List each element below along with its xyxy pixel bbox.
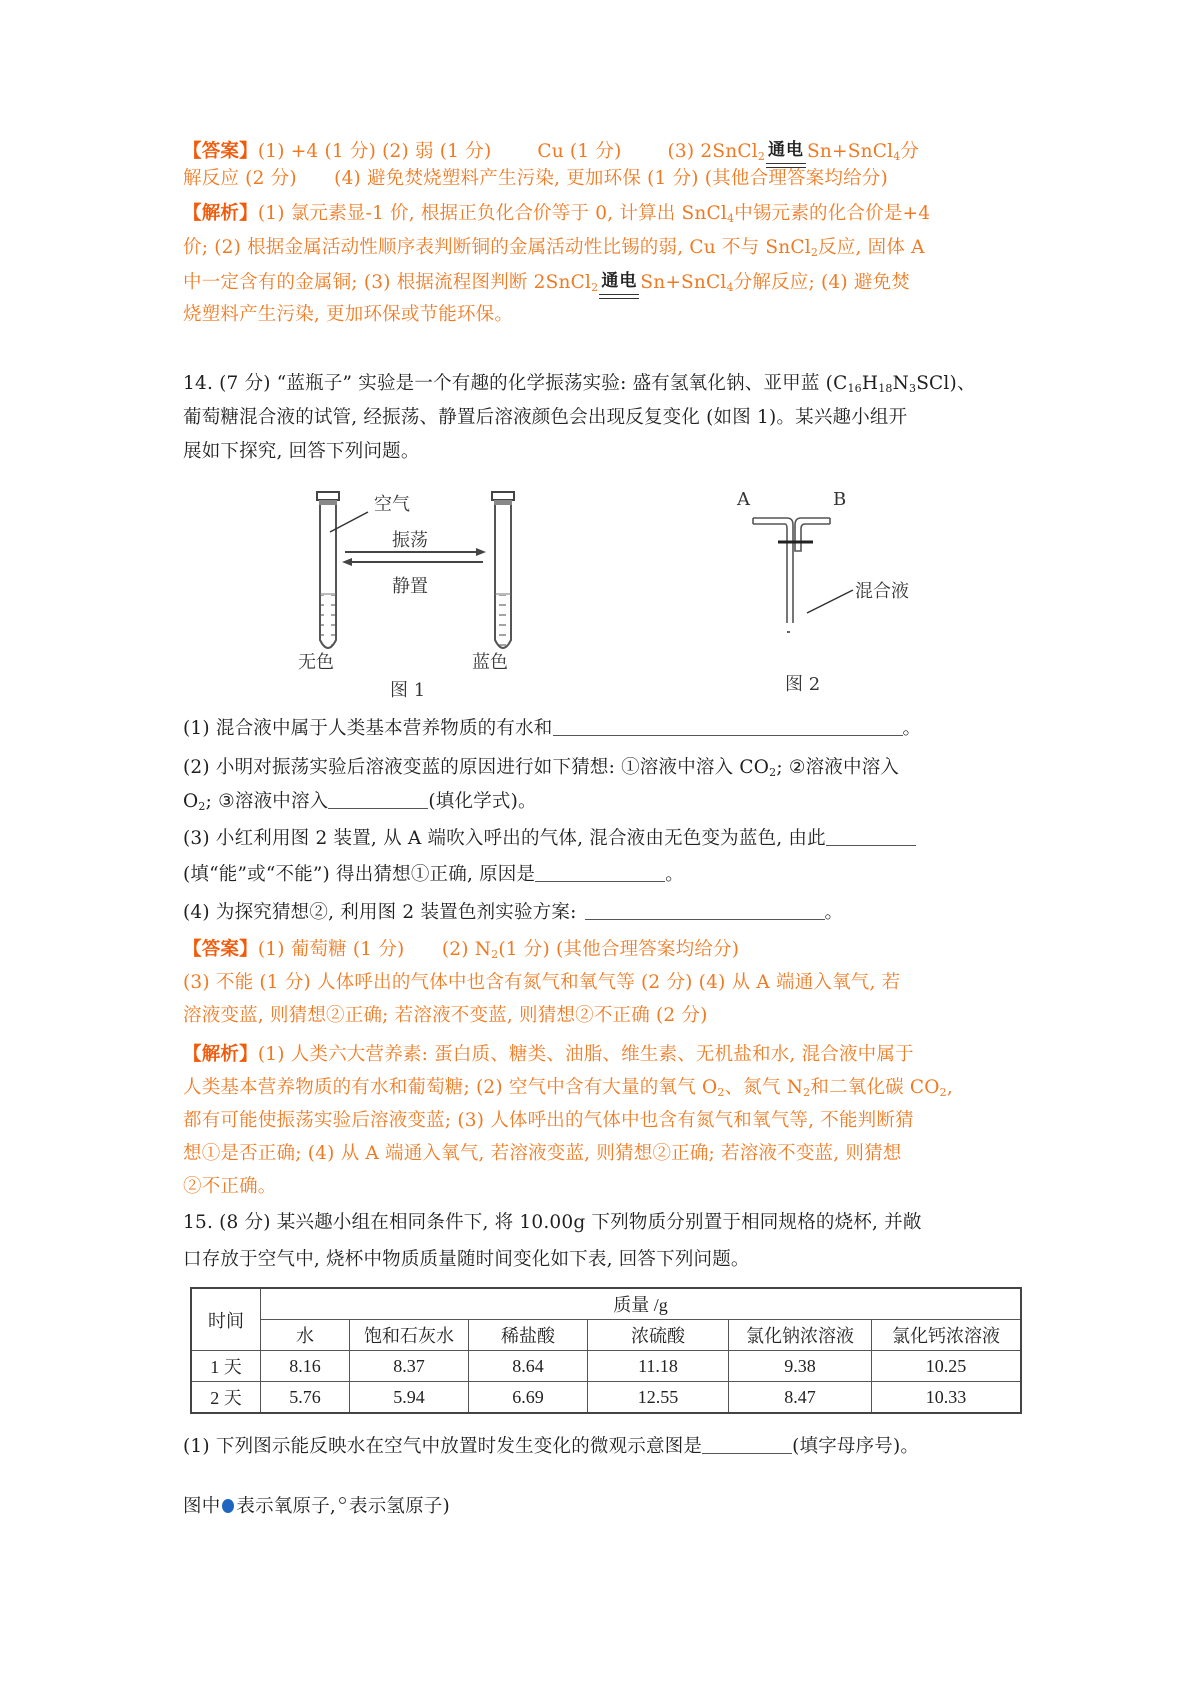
label-mixture: 混合液 — [855, 581, 909, 602]
header-time: 时间 — [191, 1288, 261, 1351]
label-air: 空气 — [374, 494, 410, 515]
table-cell: 8.64 — [469, 1351, 588, 1382]
label-end-b: B — [833, 489, 847, 510]
q14-answer-line-1: 【答案】(1) 葡萄糖 (1 分) (2) $N_2(1$ 分) (其他合理答案均给分) — [183, 939, 740, 961]
table-column-row — [191, 1320, 1021, 1351]
column-header: 水 — [261, 1320, 350, 1351]
label-shake: 振荡 — [392, 530, 428, 551]
mass-table — [190, 1287, 1022, 1414]
q14-stem-line-1: 14. (7 分) “蓝瓶子” 实验是一个有趣的化学振荡实验: 盛有氢氧化钠、亚甲蓝 $(C_{16}H_{18}N_3SCl)$、 — [183, 373, 976, 395]
q14-sub2-line-2: $O_2$; ③溶液中溶入 (填化学式)。 — [183, 791, 537, 813]
label-stand: 静置 — [392, 576, 428, 597]
answer-blank[interactable] — [826, 827, 916, 846]
answer-tag: 【答案】 — [183, 141, 258, 162]
mixture-pointer-line — [807, 590, 853, 613]
test-tube-left — [317, 492, 339, 648]
answer-blank[interactable] — [553, 717, 903, 736]
table-cell: 5.76 — [261, 1382, 350, 1414]
header-mass: 质量 /g — [261, 1288, 1022, 1320]
column-header: 氯化钙浓溶液 — [872, 1320, 1022, 1351]
column-header: 稀盐酸 — [469, 1320, 588, 1351]
table-cell: 5.94 — [350, 1382, 469, 1414]
label-blue: 蓝色 — [472, 652, 508, 673]
label-end-a: A — [737, 489, 750, 510]
table-cell: 8.37 — [350, 1351, 469, 1382]
table-cell: 12.55 — [588, 1382, 729, 1414]
q13-answer-line-1: 【答案】(1) +4 (1 分) (2) 弱 (1 分) Cu (1 分) (3) 2SnCl$_2$ 通电 Sn+SnCl$_4$分 — [183, 135, 919, 167]
q14-stem-line-3: 展如下探究, 回答下列问题。 — [183, 441, 420, 462]
q13-analysis-line-1: 【解析】(1) 氯元素显-1 价, 根据正负化合价等于 0, 计算出 SnCl$_4$中锡元素的化合价是+4 — [183, 203, 931, 225]
q14-stem-line-2: 葡萄糖混合液的试管, 经振荡、静置后溶液颜色会出现反复变化 (如图 1)。某兴趣小组开 — [183, 407, 908, 428]
q14-answer-line-2: (3) 不能 (1 分) 人体呼出的气体中也含有氮气和氧气等 (2 分) (4) 从 A 端通入氧气, 若 — [183, 972, 901, 993]
q14-sub2-line-1: (2) 小明对振荡实验后溶液变蓝的原因进行如下猜想: ①溶液中溶入 $CO_2$; ②溶液中溶入 — [183, 757, 900, 779]
table-cell: 11.18 — [588, 1351, 729, 1382]
column-header: 浓硫酸 — [588, 1320, 729, 1351]
table-row — [191, 1382, 1021, 1414]
q14-analysis-line-5: ②不正确。 — [183, 1176, 277, 1197]
label-colorless: 无色 — [298, 652, 334, 673]
figure-2 — [735, 489, 935, 695]
table-cell: 8.47 — [729, 1382, 872, 1414]
figure-1 — [300, 490, 530, 700]
q14-sub3-line-2: (填“能”或“不能”) 得出猜想①正确, 原因是 。 — [183, 864, 684, 885]
table-header-row — [191, 1288, 1021, 1320]
q13-analysis-line-3: 中一定含有的金属铜; (3) 根据流程图判断 2SnCl$_2$ 通电 Sn+SnCl$_4$分解反应; (4) 避免焚 — [183, 266, 910, 298]
q13-analysis-line-2: 价; (2) 根据金属活动性顺序表判断铜的金属活动性比锡的弱, Cu 不与 SnCl$_2$反应, 固体 A — [183, 237, 925, 259]
q15-legend: 图中 表示氧原子, 表示氢原子) — [183, 1496, 450, 1517]
row-time: 1 天 — [191, 1351, 261, 1382]
analysis-tag: 【解析】 — [183, 203, 258, 224]
answer-blank[interactable] — [585, 901, 825, 920]
figure-1-caption: 图 1 — [390, 680, 426, 701]
table-cell: 10.25 — [872, 1351, 1022, 1382]
answer-blank[interactable] — [702, 1435, 792, 1454]
q14-analysis-line-2: 人类基本营养物质的有水和葡萄糖; (2) 空气中含有大量的氧气 $O_2$、氮气 $N_2$和二氧化碳 $CO_2$, — [183, 1077, 953, 1099]
q13-analysis-line-4: 烧塑料产生污染, 更加环保或节能环保。 — [183, 304, 514, 325]
table-cell: 10.33 — [872, 1382, 1022, 1414]
row-time: 2 天 — [191, 1382, 261, 1414]
q14-sub1: (1) 混合液中属于人类基本营养物质的有水和 。 — [183, 718, 922, 739]
column-header: 氯化钠浓溶液 — [729, 1320, 872, 1351]
q14-analysis-line-4: 想①是否正确; (4) 从 A 端通入氧气, 若溶液变蓝, 则猜想②正确; 若溶液不变蓝, 则猜想 — [183, 1143, 902, 1164]
column-header: 饱和石灰水 — [350, 1320, 469, 1351]
stand-arrow — [342, 558, 483, 566]
q15-sub1: (1) 下列图示能反映水在空气中放置时发生变化的微观示意图是 (填字母序号)。 — [183, 1436, 920, 1457]
q15-stem-line-2: 口存放于空气中, 烧杯中物质质量随时间变化如下表, 回答下列问题。 — [183, 1249, 750, 1270]
table-cell: 8.16 — [261, 1351, 350, 1382]
q14-sub3-line-1: (3) 小红利用图 2 装置, 从 A 端吹入呼出的气体, 混合液由无色变为蓝色, 由此 — [183, 824, 916, 854]
q13-answer-line-2: 解反应 (2 分) (4) 避免焚烧塑料产生污染, 更加环保 (1 分) (其他合理答案均给分) — [183, 168, 888, 189]
analysis-tag: 【解析】 — [183, 1044, 258, 1065]
answer-blank[interactable] — [535, 863, 665, 882]
figure-2-caption: 图 2 — [785, 674, 821, 695]
table-cell: 6.69 — [469, 1382, 588, 1414]
hydrogen-atom-icon — [339, 1497, 346, 1504]
q14-analysis-line-3: 都有可能使振荡实验后溶液变蓝; (3) 人体呼出的气体中也含有氮气和氧气等, 不能判断猜 — [183, 1110, 914, 1131]
answer-tag: 【答案】 — [183, 939, 258, 960]
oxygen-atom-icon — [222, 1499, 234, 1513]
electrolysis-condition-icon: 通电 — [599, 266, 639, 296]
q14-analysis-line-1: 【解析】(1) 人类六大营养素: 蛋白质、糖类、油脂、维生素、无机盐和水, 混合液中属于 — [183, 1044, 914, 1065]
q14-sub4: (4) 为探究猜想②, 利用图 2 装置色剂实验方案: 。 — [183, 902, 844, 923]
answer-blank[interactable] — [328, 790, 428, 809]
table-cell: 9.38 — [729, 1351, 872, 1382]
q15-stem-line-1: 15. (8 分) 某兴趣小组在相同条件下, 将 10.00g 下列物质分别置于相同规格的烧杯, 并敞 — [183, 1212, 922, 1233]
electrolysis-condition-icon: 通电 — [766, 135, 806, 165]
q14-answer-line-3: 溶液变蓝, 则猜想②正确; 若溶液不变蓝, 则猜想②不正确 (2 分) — [183, 1005, 708, 1026]
test-tube-right — [492, 492, 514, 648]
table-row — [191, 1351, 1021, 1382]
